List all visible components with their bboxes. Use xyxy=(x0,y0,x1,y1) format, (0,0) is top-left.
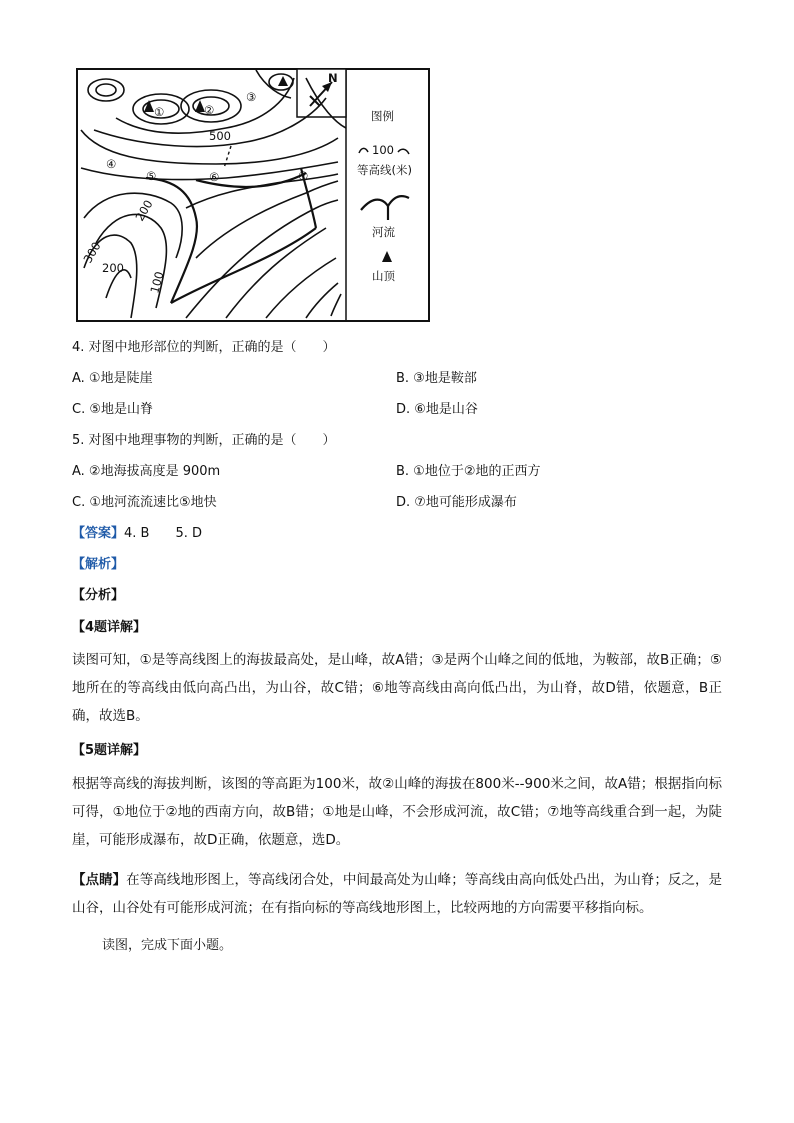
detail-5-tag: 【5题详解】 xyxy=(72,743,147,758)
point-label-5: ⑤ xyxy=(146,169,157,183)
detail-4-text: 读图可知，①是等高线图上的海拔最高处，是山峰，故A错；③是两个山峰之间的低地，为鞍部，故B正确；⑤地所在的等高线由低向高凸出，为山谷，故C错；⑥地等高线由高向低凸出，为山脊，故D错，依题意，B正确，故选B。 xyxy=(72,652,722,724)
question-5-option-b: B. ①地位于②地的正西方 xyxy=(396,464,541,479)
point-label-2: ② xyxy=(204,103,215,117)
question-4-option-d: D. ⑥地是山谷 xyxy=(396,402,478,417)
question-5-option-d: D. ⑦地可能形成瀑布 xyxy=(396,495,517,510)
question-4-option-c: C. ⑤地是山脊 xyxy=(72,402,153,417)
question-5-option-c: C. ①地河流流速比⑤地快 xyxy=(72,495,217,510)
answer-text: 4. B 5. D xyxy=(124,526,203,541)
tip-text: 在等高线地形图上，等高线闭合处，中间最高处为山峰；等高线由高向低处凸出，为山脊；反之，是山谷，山谷处有可能形成河流；在有指向标的等高线地形图上，比较两地的方向需要平移指向标。 xyxy=(72,872,723,916)
answer-line xyxy=(72,525,202,543)
contour-label: 300 xyxy=(80,239,104,266)
contour-map-svg xyxy=(76,68,430,322)
question-4-option-a: A. ①地是陡崖 xyxy=(72,371,153,386)
lead-instruction: 读图，完成下面小题。 xyxy=(102,938,233,953)
legend-peak-label: 山顶 xyxy=(372,269,395,283)
question-5-stem: 5. 对图中地理事物的判断，正确的是（ ） xyxy=(72,433,336,448)
legend-title: 图例 xyxy=(371,109,394,123)
point-label-6: ⑥ xyxy=(209,170,220,184)
fenxi-tag: 【分析】 xyxy=(72,588,125,603)
tip-tag: 【点睛】 xyxy=(72,872,127,888)
point-label-1: ① xyxy=(154,105,165,119)
tip-paragraph xyxy=(72,866,722,922)
contour-label: 100 xyxy=(147,269,167,295)
question-4-option-b: B. ③地是鞍部 xyxy=(396,371,477,386)
legend-river-label: 河流 xyxy=(372,225,395,239)
point-label-7: ⑦ xyxy=(298,169,309,183)
detail-5-text: 根据等高线的海拔判断，该图的等高距为100米，故②山峰的海拔在800米--900米之间，故A错；根据指向标可得，①地位于②地的西南方向，故B错；①地是山峰，不会形成河流，故C错；⑦地等高线重合到一起，为陡崖，可能形成瀑布，故D正确，依题意，选D。 xyxy=(72,776,722,848)
answer-tag: 【答案】 xyxy=(72,526,125,541)
point-label-4: ④ xyxy=(106,157,117,171)
contour-label: 200 xyxy=(102,261,124,275)
legend-contour-label: 等高线(米) xyxy=(357,163,412,177)
point-label-3: ③ xyxy=(246,90,257,104)
contour-label: 500 xyxy=(209,129,231,143)
question-4-stem: 4. 对图中地形部位的判断，正确的是（ ） xyxy=(72,340,336,355)
question-5-option-a: A. ②地海拔高度是 900m xyxy=(72,464,221,479)
analysis-tag: 【解析】 xyxy=(72,557,125,572)
contour-map xyxy=(76,68,430,322)
legend-contour-value: 100 xyxy=(372,143,394,157)
contour-label: 200 xyxy=(132,197,156,224)
detail-4-tag: 【4题详解】 xyxy=(72,620,147,635)
north-label: N xyxy=(328,71,338,85)
